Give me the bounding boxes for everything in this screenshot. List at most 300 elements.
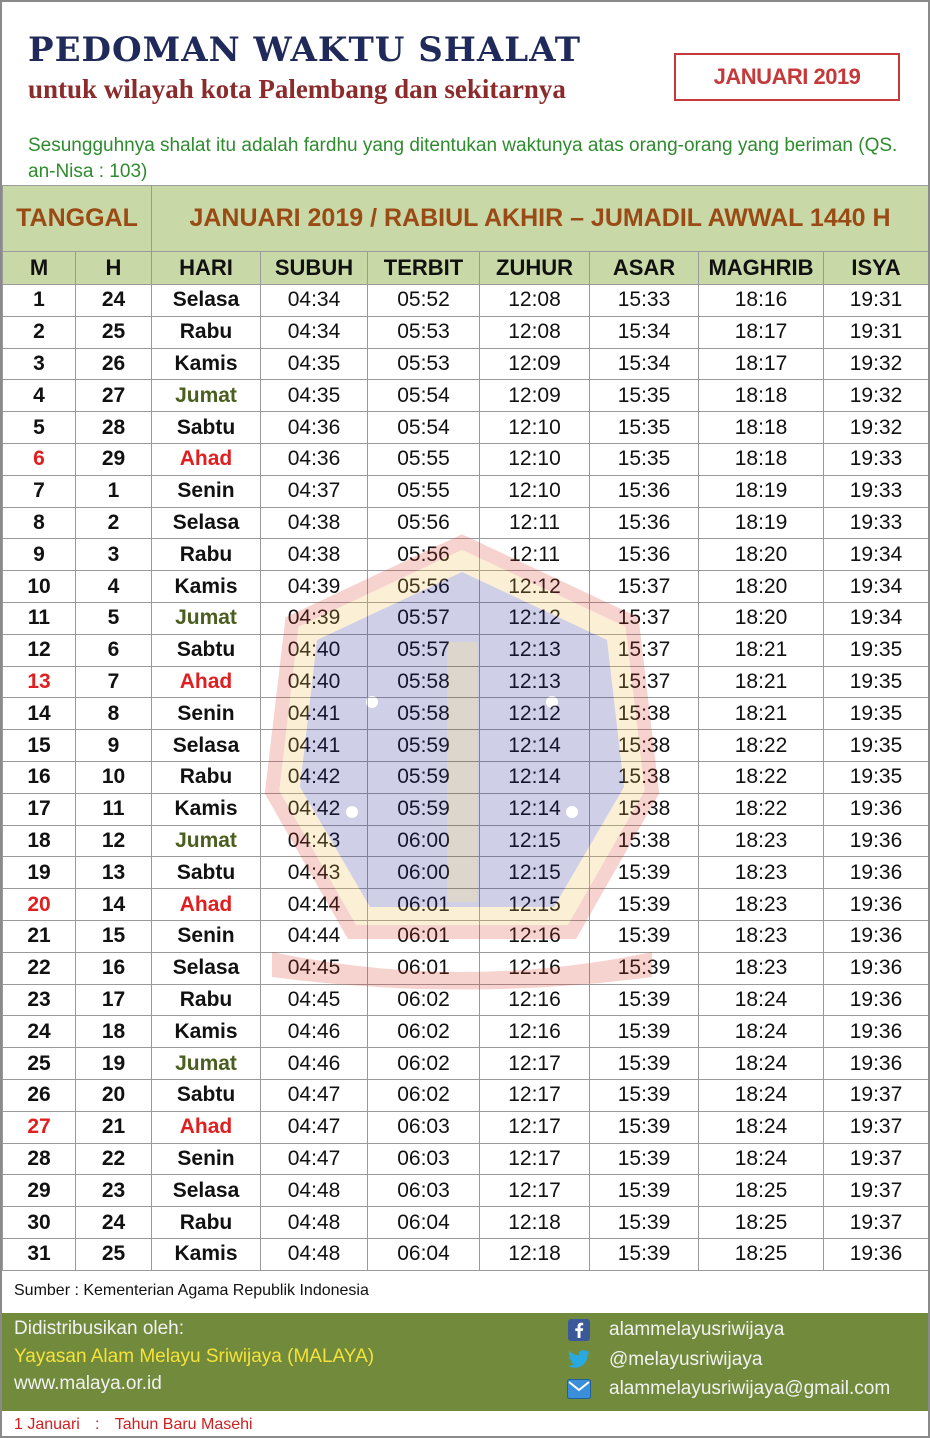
cell-m: 1 — [3, 285, 76, 317]
cell-maghrib: 18:25 — [699, 1238, 824, 1270]
table-row — [3, 825, 929, 857]
cell-isya: 19:36 — [824, 952, 929, 984]
page-title: PEDOMAN WAKTU SHALAT — [28, 30, 582, 70]
cell-h: 2 — [76, 507, 152, 539]
cell-terbit: 06:03 — [368, 1175, 480, 1207]
cell-isya: 19:36 — [824, 1016, 929, 1048]
cell-asar: 15:38 — [590, 730, 699, 762]
cell-terbit: 05:59 — [368, 761, 480, 793]
cell-zuhur: 12:13 — [480, 666, 590, 698]
cell-maghrib: 18:21 — [699, 698, 824, 730]
cell-zuhur: 12:17 — [480, 1048, 590, 1080]
column-header-zuhur: ZUHUR — [480, 252, 590, 285]
cell-terbit: 05:53 — [368, 348, 480, 380]
cell-terbit: 06:02 — [368, 1016, 480, 1048]
twitter-item[interactable] — [567, 1348, 762, 1372]
cell-isya: 19:33 — [824, 507, 929, 539]
cell-m: 22 — [3, 952, 76, 984]
cell-isya: 19:36 — [824, 1238, 929, 1270]
cell-maghrib: 18:20 — [699, 571, 824, 603]
cell-maghrib: 18:20 — [699, 602, 824, 634]
cell-asar: 15:38 — [590, 793, 699, 825]
cell-maghrib: 18:24 — [699, 1079, 824, 1111]
cell-h: 5 — [76, 602, 152, 634]
table-row — [3, 348, 929, 380]
table-row — [3, 793, 929, 825]
cell-isya: 19:35 — [824, 666, 929, 698]
cell-zuhur: 12:18 — [480, 1238, 590, 1270]
cell-day: Senin — [152, 920, 261, 952]
table-row — [3, 443, 929, 475]
cell-maghrib: 18:24 — [699, 1016, 824, 1048]
period-header: JANUARI 2019 / RABIUL AKHIR – JUMADIL AWWAL 1440 H — [152, 186, 929, 252]
cell-h: 22 — [76, 1143, 152, 1175]
cell-subuh: 04:45 — [261, 952, 368, 984]
cell-day: Selasa — [152, 730, 261, 762]
cell-subuh: 04:48 — [261, 1238, 368, 1270]
cell-subuh: 04:34 — [261, 316, 368, 348]
table-row — [3, 539, 929, 571]
column-header-hari: HARI — [152, 252, 261, 285]
cell-h: 19 — [76, 1048, 152, 1080]
table-row — [3, 380, 929, 412]
cell-zuhur: 12:18 — [480, 1207, 590, 1239]
cell-isya: 19:33 — [824, 475, 929, 507]
cell-day: Selasa — [152, 507, 261, 539]
cell-isya: 19:34 — [824, 602, 929, 634]
table-row — [3, 857, 929, 889]
cell-m: 12 — [3, 634, 76, 666]
email-item[interactable] — [567, 1377, 890, 1401]
website-link[interactable]: www.malaya.or.id — [14, 1373, 162, 1394]
table-row — [3, 761, 929, 793]
cell-isya: 19:37 — [824, 1175, 929, 1207]
cell-m: 5 — [3, 412, 76, 444]
cell-m: 18 — [3, 825, 76, 857]
tanggal-header: TANGGAL — [3, 186, 152, 252]
cell-isya: 19:31 — [824, 316, 929, 348]
cell-h: 20 — [76, 1079, 152, 1111]
cell-subuh: 04:42 — [261, 793, 368, 825]
cell-isya: 19:34 — [824, 539, 929, 571]
cell-terbit: 05:56 — [368, 507, 480, 539]
cell-asar: 15:39 — [590, 889, 699, 921]
table-row — [3, 1079, 929, 1111]
cell-zuhur: 12:16 — [480, 1016, 590, 1048]
cell-isya: 19:36 — [824, 857, 929, 889]
cell-asar: 15:37 — [590, 666, 699, 698]
cell-h: 28 — [76, 412, 152, 444]
cell-asar: 15:35 — [590, 443, 699, 475]
cell-isya: 19:36 — [824, 889, 929, 921]
cell-terbit: 06:02 — [368, 1048, 480, 1080]
cell-subuh: 04:35 — [261, 348, 368, 380]
cell-asar: 15:35 — [590, 380, 699, 412]
table-row — [3, 1175, 929, 1207]
cell-subuh: 04:44 — [261, 920, 368, 952]
table-row — [3, 666, 929, 698]
cell-maghrib: 18:25 — [699, 1207, 824, 1239]
cell-maghrib: 18:21 — [699, 666, 824, 698]
cell-terbit: 05:56 — [368, 571, 480, 603]
cell-day: Sabtu — [152, 634, 261, 666]
cell-asar: 15:37 — [590, 571, 699, 603]
cell-h: 13 — [76, 857, 152, 889]
cell-terbit: 06:02 — [368, 984, 480, 1016]
cell-subuh: 04:47 — [261, 1111, 368, 1143]
cell-zuhur: 12:12 — [480, 602, 590, 634]
cell-terbit: 06:03 — [368, 1111, 480, 1143]
table-row — [3, 507, 929, 539]
cell-zuhur: 12:10 — [480, 412, 590, 444]
cell-maghrib: 18:24 — [699, 1143, 824, 1175]
cell-maghrib: 18:23 — [699, 825, 824, 857]
cell-maghrib: 18:18 — [699, 380, 824, 412]
cell-asar: 15:34 — [590, 316, 699, 348]
facebook-icon — [567, 1318, 591, 1342]
cell-isya: 19:35 — [824, 634, 929, 666]
cell-subuh: 04:46 — [261, 1048, 368, 1080]
cell-zuhur: 12:09 — [480, 380, 590, 412]
table-row — [3, 1238, 929, 1270]
distributed-label: Didistribusikan oleh: — [14, 1318, 185, 1339]
cell-terbit: 05:56 — [368, 539, 480, 571]
cell-h: 12 — [76, 825, 152, 857]
table-row — [3, 984, 929, 1016]
cell-subuh: 04:37 — [261, 475, 368, 507]
cell-day: Jumat — [152, 380, 261, 412]
cell-subuh: 04:40 — [261, 634, 368, 666]
cell-isya: 19:34 — [824, 571, 929, 603]
cell-zuhur: 12:17 — [480, 1111, 590, 1143]
cell-subuh: 04:34 — [261, 285, 368, 317]
cell-subuh: 04:42 — [261, 761, 368, 793]
cell-zuhur: 12:10 — [480, 475, 590, 507]
table-row — [3, 475, 929, 507]
cell-day: Kamis — [152, 793, 261, 825]
cell-asar: 15:39 — [590, 1175, 699, 1207]
cell-zuhur: 12:08 — [480, 316, 590, 348]
cell-m: 17 — [3, 793, 76, 825]
cell-subuh: 04:38 — [261, 507, 368, 539]
cell-m: 24 — [3, 1016, 76, 1048]
cell-m: 10 — [3, 571, 76, 603]
cell-m: 27 — [3, 1111, 76, 1143]
cell-asar: 15:37 — [590, 602, 699, 634]
cell-zuhur: 12:16 — [480, 920, 590, 952]
cell-m: 14 — [3, 698, 76, 730]
cell-isya: 19:36 — [824, 1048, 929, 1080]
cell-m: 20 — [3, 889, 76, 921]
twitter-icon — [567, 1348, 591, 1372]
cell-h: 18 — [76, 1016, 152, 1048]
column-header-terbit: TERBIT — [368, 252, 480, 285]
cell-maghrib: 18:25 — [699, 1175, 824, 1207]
cell-terbit: 05:53 — [368, 316, 480, 348]
cell-isya: 19:31 — [824, 285, 929, 317]
cell-asar: 15:39 — [590, 1143, 699, 1175]
cell-day: Jumat — [152, 602, 261, 634]
cell-h: 1 — [76, 475, 152, 507]
cell-zuhur: 12:17 — [480, 1143, 590, 1175]
cell-terbit: 05:59 — [368, 793, 480, 825]
cell-day: Kamis — [152, 571, 261, 603]
cell-m: 3 — [3, 348, 76, 380]
cell-zuhur: 12:17 — [480, 1079, 590, 1111]
table-row — [3, 602, 929, 634]
cell-h: 3 — [76, 539, 152, 571]
cell-h: 23 — [76, 1175, 152, 1207]
footer-banner — [2, 1313, 928, 1411]
cell-subuh: 04:38 — [261, 539, 368, 571]
cell-h: 26 — [76, 348, 152, 380]
cell-day: Rabu — [152, 761, 261, 793]
cell-day: Senin — [152, 475, 261, 507]
cell-maghrib: 18:24 — [699, 1048, 824, 1080]
cell-maghrib: 18:23 — [699, 920, 824, 952]
cell-h: 24 — [76, 1207, 152, 1239]
table-row — [3, 1016, 929, 1048]
cell-maghrib: 18:17 — [699, 348, 824, 380]
table-row — [3, 285, 929, 317]
cell-day: Jumat — [152, 1048, 261, 1080]
cell-h: 9 — [76, 730, 152, 762]
column-header-maghrib: MAGHRIB — [699, 252, 824, 285]
cell-zuhur: 12:15 — [480, 825, 590, 857]
cell-zuhur: 12:11 — [480, 507, 590, 539]
cell-asar: 15:33 — [590, 285, 699, 317]
cell-zuhur: 12:15 — [480, 857, 590, 889]
cell-h: 7 — [76, 666, 152, 698]
cell-asar: 15:38 — [590, 761, 699, 793]
holiday-separator: : — [95, 1416, 100, 1433]
month-badge: JANUARI 2019 — [674, 53, 900, 101]
cell-terbit: 05:52 — [368, 285, 480, 317]
cell-isya: 19:35 — [824, 761, 929, 793]
cell-h: 6 — [76, 634, 152, 666]
column-header-isya: ISYA — [824, 252, 929, 285]
cell-h: 17 — [76, 984, 152, 1016]
cell-asar: 15:39 — [590, 920, 699, 952]
cell-subuh: 04:41 — [261, 698, 368, 730]
column-header-h: H — [76, 252, 152, 285]
cell-zuhur: 12:17 — [480, 1175, 590, 1207]
cell-isya: 19:37 — [824, 1111, 929, 1143]
cell-maghrib: 18:24 — [699, 1111, 824, 1143]
cell-m: 31 — [3, 1238, 76, 1270]
cell-subuh: 04:36 — [261, 412, 368, 444]
cell-day: Rabu — [152, 539, 261, 571]
cell-maghrib: 18:23 — [699, 857, 824, 889]
cell-day: Senin — [152, 1143, 261, 1175]
cell-isya: 19:32 — [824, 380, 929, 412]
table-row — [3, 1048, 929, 1080]
cell-terbit: 06:00 — [368, 825, 480, 857]
cell-day: Kamis — [152, 1016, 261, 1048]
cell-asar: 15:39 — [590, 952, 699, 984]
cell-terbit: 05:59 — [368, 730, 480, 762]
cell-maghrib: 18:22 — [699, 761, 824, 793]
cell-m: 8 — [3, 507, 76, 539]
cell-terbit: 06:01 — [368, 920, 480, 952]
cell-maghrib: 18:18 — [699, 412, 824, 444]
cell-subuh: 04:44 — [261, 889, 368, 921]
holiday-date: 1 Januari — [14, 1416, 80, 1433]
cell-m: 11 — [3, 602, 76, 634]
cell-asar: 15:39 — [590, 984, 699, 1016]
cell-asar: 15:36 — [590, 475, 699, 507]
cell-maghrib: 18:22 — [699, 730, 824, 762]
data-source: Sumber : Kementerian Agama Republik Indonesia — [14, 1282, 369, 1299]
cell-day: Ahad — [152, 889, 261, 921]
cell-zuhur: 12:09 — [480, 348, 590, 380]
cell-terbit: 05:58 — [368, 698, 480, 730]
cell-m: 15 — [3, 730, 76, 762]
cell-isya: 19:37 — [824, 1143, 929, 1175]
cell-day: Ahad — [152, 666, 261, 698]
table-row — [3, 730, 929, 762]
cell-zuhur: 12:14 — [480, 730, 590, 762]
cell-asar: 15:39 — [590, 1207, 699, 1239]
cell-m: 28 — [3, 1143, 76, 1175]
table-row — [3, 952, 929, 984]
cell-terbit: 05:57 — [368, 634, 480, 666]
cell-h: 11 — [76, 793, 152, 825]
cell-m: 2 — [3, 316, 76, 348]
distributor-name: Yayasan Alam Melayu Sriwijaya (MALAYA) — [14, 1346, 375, 1367]
cell-subuh: 04:43 — [261, 857, 368, 889]
table-row — [3, 316, 929, 348]
facebook-handle: alammelayusriwijaya — [609, 1319, 785, 1340]
cell-maghrib: 18:17 — [699, 316, 824, 348]
cell-m: 26 — [3, 1079, 76, 1111]
cell-terbit: 06:00 — [368, 857, 480, 889]
column-header-subuh: SUBUH — [261, 252, 368, 285]
cell-m: 19 — [3, 857, 76, 889]
cell-day: Rabu — [152, 316, 261, 348]
cell-subuh: 04:45 — [261, 984, 368, 1016]
cell-subuh: 04:47 — [261, 1143, 368, 1175]
cell-asar: 15:39 — [590, 1048, 699, 1080]
cell-asar: 15:39 — [590, 1079, 699, 1111]
cell-day: Selasa — [152, 285, 261, 317]
cell-day: Senin — [152, 698, 261, 730]
cell-asar: 15:38 — [590, 825, 699, 857]
cell-m: 25 — [3, 1048, 76, 1080]
cell-subuh: 04:41 — [261, 730, 368, 762]
twitter-handle: @melayusriwijaya — [609, 1349, 763, 1370]
cell-h: 10 — [76, 761, 152, 793]
cell-maghrib: 18:21 — [699, 634, 824, 666]
cell-asar: 15:36 — [590, 507, 699, 539]
cell-isya: 19:37 — [824, 1207, 929, 1239]
cell-m: 6 — [3, 443, 76, 475]
cell-day: Selasa — [152, 952, 261, 984]
cell-m: 30 — [3, 1207, 76, 1239]
cell-subuh: 04:43 — [261, 825, 368, 857]
cell-zuhur: 12:10 — [480, 443, 590, 475]
table-row — [3, 889, 929, 921]
cell-isya: 19:36 — [824, 920, 929, 952]
cell-m: 7 — [3, 475, 76, 507]
cell-subuh: 04:36 — [261, 443, 368, 475]
cell-maghrib: 18:24 — [699, 984, 824, 1016]
cell-subuh: 04:47 — [261, 1079, 368, 1111]
table-body — [3, 285, 929, 1271]
cell-h: 29 — [76, 443, 152, 475]
cell-m: 13 — [3, 666, 76, 698]
cell-terbit: 06:04 — [368, 1238, 480, 1270]
cell-h: 21 — [76, 1111, 152, 1143]
cell-terbit: 05:57 — [368, 602, 480, 634]
cell-maghrib: 18:16 — [699, 285, 824, 317]
cell-asar: 15:34 — [590, 348, 699, 380]
cell-day: Kamis — [152, 348, 261, 380]
cell-terbit: 06:01 — [368, 952, 480, 984]
cell-terbit: 05:54 — [368, 412, 480, 444]
cell-h: 8 — [76, 698, 152, 730]
cell-h: 27 — [76, 380, 152, 412]
cell-maghrib: 18:22 — [699, 793, 824, 825]
cell-isya: 19:37 — [824, 1079, 929, 1111]
cell-zuhur: 12:14 — [480, 761, 590, 793]
page-subtitle: untuk wilayah kota Palembang dan sekitarnya — [28, 74, 566, 104]
cell-h: 15 — [76, 920, 152, 952]
cell-asar: 15:38 — [590, 698, 699, 730]
cell-terbit: 06:02 — [368, 1079, 480, 1111]
cell-maghrib: 18:23 — [699, 889, 824, 921]
column-header-asar: ASAR — [590, 252, 699, 285]
cell-zuhur: 12:11 — [480, 539, 590, 571]
email-icon — [567, 1377, 591, 1401]
cell-day: Kamis — [152, 1238, 261, 1270]
cell-m: 4 — [3, 380, 76, 412]
cell-isya: 19:36 — [824, 984, 929, 1016]
cell-isya: 19:32 — [824, 412, 929, 444]
cell-maghrib: 18:19 — [699, 475, 824, 507]
cell-zuhur: 12:13 — [480, 634, 590, 666]
cell-maghrib: 18:20 — [699, 539, 824, 571]
cell-h: 25 — [76, 316, 152, 348]
cell-h: 24 — [76, 285, 152, 317]
cell-subuh: 04:39 — [261, 571, 368, 603]
cell-terbit: 05:54 — [368, 380, 480, 412]
cell-zuhur: 12:12 — [480, 571, 590, 603]
cell-zuhur: 12:12 — [480, 698, 590, 730]
table-row — [3, 920, 929, 952]
table-row — [3, 571, 929, 603]
cell-terbit: 05:55 — [368, 475, 480, 507]
cell-day: Ahad — [152, 443, 261, 475]
cell-subuh: 04:46 — [261, 1016, 368, 1048]
cell-isya: 19:35 — [824, 730, 929, 762]
cell-zuhur: 12:15 — [480, 889, 590, 921]
cell-m: 29 — [3, 1175, 76, 1207]
cell-isya: 19:36 — [824, 825, 929, 857]
facebook-item[interactable] — [567, 1318, 784, 1342]
cell-day: Rabu — [152, 984, 261, 1016]
cell-h: 25 — [76, 1238, 152, 1270]
cell-subuh: 04:35 — [261, 380, 368, 412]
cell-m: 21 — [3, 920, 76, 952]
cell-isya: 19:35 — [824, 698, 929, 730]
table-row — [3, 1143, 929, 1175]
cell-asar: 15:35 — [590, 412, 699, 444]
cell-isya: 19:32 — [824, 348, 929, 380]
cell-day: Sabtu — [152, 857, 261, 889]
cell-m: 9 — [3, 539, 76, 571]
cell-day: Sabtu — [152, 412, 261, 444]
